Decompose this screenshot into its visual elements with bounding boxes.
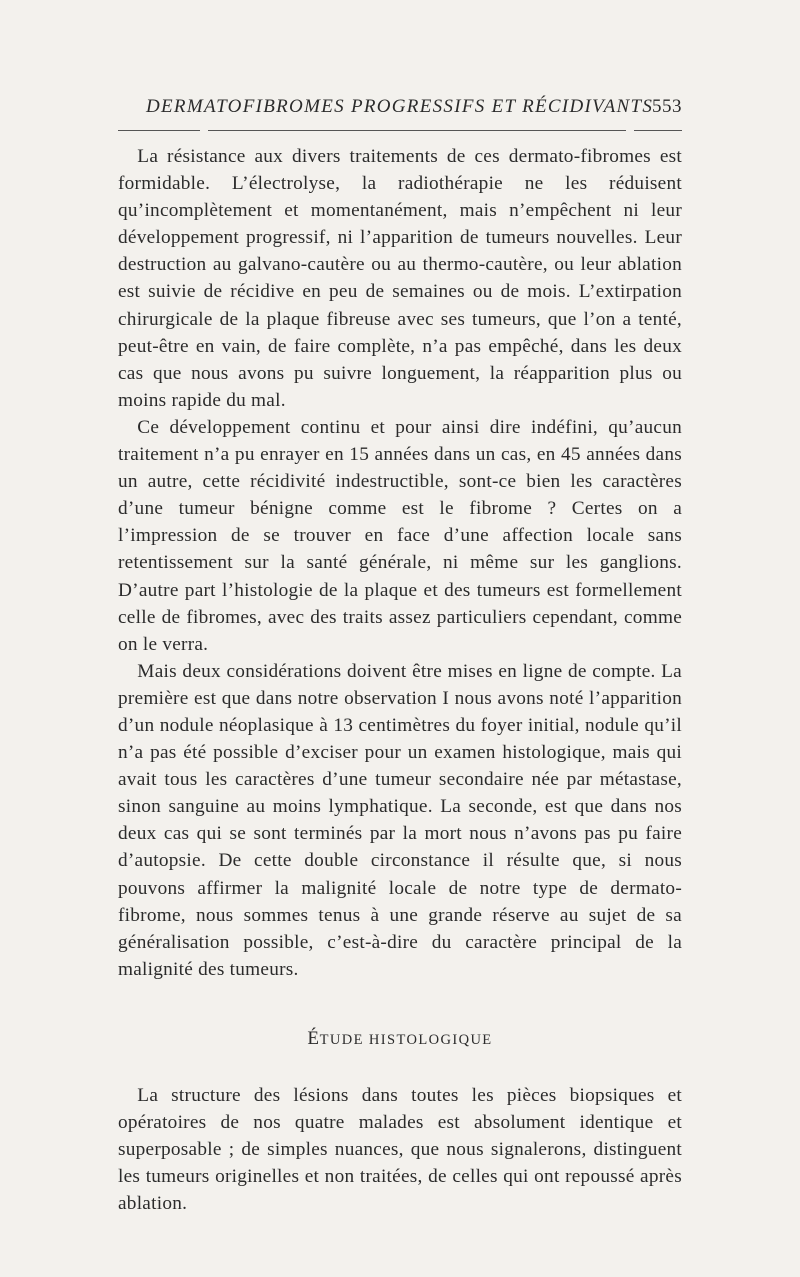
paragraph-3: Mais deux considérations doivent être mises en ligne de compte. La première est que dans notre observation I nous avons noté l’apparition d’un nodule néoplasique à 13 centimètres du foyer initial, nodule qu’il n’a pas été possible d’exciser pour un examen histologique, mais qui avait tous les caractères d’une tumeur secondaire née par métastase, sinon sanguine au moins lymphatique. La seconde, est que dans nos deux cas qui se sont terminés par la mort nous n’avons pas pu faire d’autopsie. De cette double circonstance il résulte que, si nous pouvons affirmer la malignité locale de notre type de dermato-fibrome, nous sommes tenus à une grande réserve au sujet de sa généralisation possible, c’est-à-dire du caractère principal de la malignité des tumeurs. (118, 660, 682, 980)
running-head: DERMATOFIBROMES PROGRESSIFS ET RÉCIDIVANTS (146, 96, 654, 117)
paragraph-2: Ce développement continu et pour ainsi dire indéfini, qu’aucun traitement n’a pu enrayer en 15 années dans un cas, en 45 années dans un autre, cette récidivité indestructible, sont-ce bien les caractères d’une tumeur bénigne comme est le fibrome ? Certes on a l’impression de se trouver en face d’une affection locale sans retentissement sur la santé générale, ni même sur les ganglions. D’autre part l’histologie de la plaque et des tumeurs est formellement celle de fibromes, avec des traits assez particuliers cependant, comme on le verra. (118, 416, 682, 655)
header-rule-right (634, 130, 682, 131)
section-title-initial: É (307, 1027, 320, 1049)
section-title (118, 1025, 682, 1054)
header-rule-middle (208, 130, 626, 131)
paragraph-1: La résistance aux divers traitements de ces dermato-fibromes est formidable. L’électrolyse, la radiothérapie ne les réduisent qu’incomplètement et momentanément, mais n’empêchent ni leur développement progressif, ni l’apparition de tumeurs nouvelles. Leur destruction au galvano-cautère ou au thermo-cautère, ou leur ablation est suivie de récidive en peu de semaines ou de mois. L’extirpation chirurgicale de la plaque fibreuse avec ses tumeurs, que l’on a tenté, peut-être en vain, de faire complète, n’a pas empêché, dans les deux cas que nous avons pu suivre longuement, la réapparition plus ou moins rapide du mal. (118, 146, 682, 411)
section-title-rest: TUDE HISTOLOGIQUE (319, 1031, 493, 1048)
header-rule-left (118, 130, 200, 131)
paragraph-4: La structure des lésions dans toutes les pièces biopsiques et opératoires de nos quatre malades est absolument identique et superposable ; de simples nuances, que nous signalerons, distinguent les tumeurs originelles et non traitées, de celles qui ont repoussé après ablation. (118, 1084, 682, 1215)
page-number: 553 (652, 96, 682, 117)
body-text (118, 143, 682, 1217)
page-header (118, 96, 682, 126)
